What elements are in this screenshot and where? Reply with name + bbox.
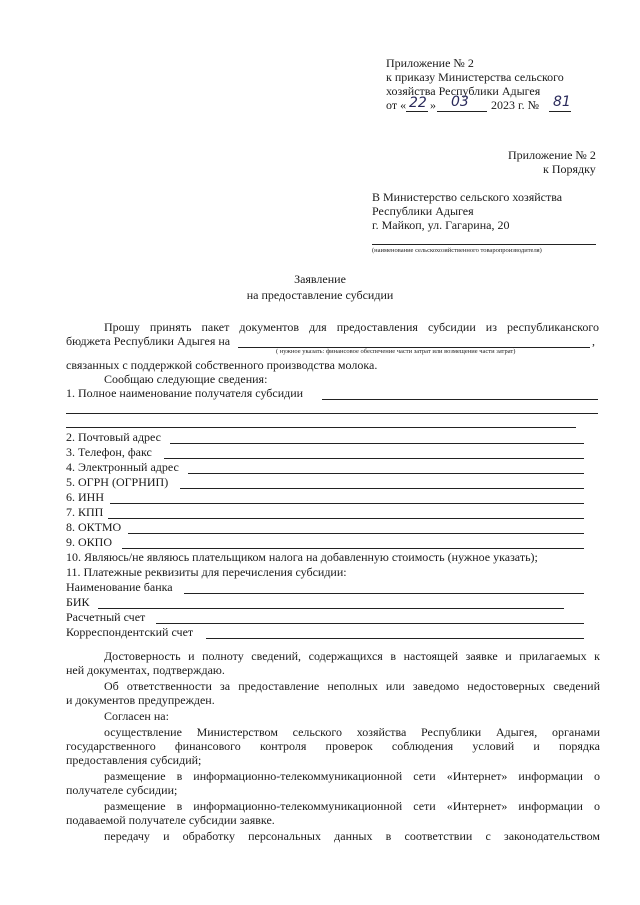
- field-oktmo-label: 8. ОКТМО: [66, 520, 122, 534]
- field-phone-fax-label: 3. Телефон, факс: [66, 445, 152, 459]
- field-full-name-line[interactable]: [322, 399, 598, 400]
- subsidy-purpose-hint: ( нужное указать: финансовое обеспечение части затрат или возмещение части затрат): [276, 348, 516, 355]
- consent-1-line3: предоставления субсидий;: [66, 753, 202, 767]
- order-attachment-line3: хозяйства Республики Адыгея: [386, 84, 541, 98]
- addressee-line2: Республики Адыгея: [372, 204, 474, 218]
- consent-3-line2: подаваемой получателе субсидии заявке.: [66, 813, 275, 827]
- liability-line1: Об ответственности за предоставление неполных или заведомо недостоверных сведений: [104, 679, 600, 693]
- order-year-number-label: 2023 г. №: [491, 98, 540, 112]
- field-okpo-label: 9. ОКПО: [66, 535, 113, 549]
- procedure-attachment-line2: к Порядку: [543, 162, 596, 176]
- field-payment-details-heading: 11. Платежные реквизиты для перечисления субсидии:: [66, 565, 347, 579]
- bik-line[interactable]: [98, 608, 564, 609]
- settlement-account-label: Расчетный счет: [66, 610, 146, 624]
- correspondent-account-label: Корреспондентский счет: [66, 625, 194, 639]
- consent-heading: Согласен на:: [104, 709, 169, 723]
- field-inn-line[interactable]: [110, 503, 584, 504]
- field-ogrn-label: 5. ОГРН (ОГРНИП): [66, 475, 169, 489]
- addressee-line1: В Министерство сельского хозяйства: [372, 190, 563, 204]
- consent-1-line2: государственного финансового контроля проверок соблюдения условий и порядка: [66, 739, 600, 753]
- consent-2-line1: размещение в информационно-телекоммуникационной сети «Интернет» информации о: [104, 769, 600, 783]
- producer-name-caption: (наименование сельскохозяйственного товаропроизводителя): [372, 247, 542, 254]
- bank-name-label: Наименование банка: [66, 580, 173, 594]
- field-full-name-line2[interactable]: [66, 413, 598, 414]
- field-oktmo-line[interactable]: [128, 533, 584, 534]
- document-subtitle: на предоставление субсидии: [246, 288, 394, 302]
- field-ogrn-line[interactable]: [180, 488, 584, 489]
- intro-line2-comma: ,: [592, 334, 595, 348]
- order-date-prefix: от «: [386, 98, 407, 112]
- order-attachment-title: Приложение № 2: [386, 56, 474, 70]
- order-attachment-line2: к приказу Министерства сельского: [386, 70, 564, 84]
- intro-line3: связанных с поддержкой собственного производства молока.: [66, 358, 378, 372]
- consent-3-line1: размещение в информационно-телекоммуникационной сети «Интернет» информации о: [104, 799, 600, 813]
- addressee-line3: г. Майкоп, ул. Гагарина, 20: [372, 218, 510, 232]
- field-full-name-line3[interactable]: [66, 427, 576, 428]
- consent-1-line1: осуществление Министерством сельского хозяйства Республики Адыгея, органами: [104, 725, 600, 739]
- producer-name-line[interactable]: [372, 244, 596, 245]
- field-email-label: 4. Электронный адрес: [66, 460, 179, 474]
- bik-label: БИК: [66, 595, 90, 609]
- order-month-handwritten: 03: [451, 94, 469, 110]
- field-vat-status: 10. Являюсь/не являюсь плательщиком налога на добавленную стоимость (нужное указать);: [66, 550, 538, 564]
- intro-line4: Сообщаю следующие сведения:: [104, 372, 268, 386]
- accuracy-line1: Достоверность и полноту сведений, содержащихся в настоящей заявке и прилагаемых к: [104, 649, 600, 663]
- field-kpp-label: 7. КПП: [66, 505, 104, 519]
- order-number-handwritten: 81: [553, 94, 571, 110]
- procedure-attachment-title: Приложение № 2: [508, 148, 596, 162]
- correspondent-account-line[interactable]: [206, 638, 584, 639]
- field-full-name-label: 1. Полное наименование получателя субсидии: [66, 386, 304, 400]
- intro-line2-start: бюджета Республики Адыгея на: [66, 334, 231, 348]
- field-postal-address-line[interactable]: [170, 443, 584, 444]
- liability-line2: и документов предупрежден.: [66, 693, 215, 707]
- order-day-underline: [406, 111, 428, 112]
- document-title: Заявление: [294, 272, 346, 286]
- intro-line1: Прошу принять пакет документов для предоставления субсидии из республиканского: [104, 320, 599, 334]
- consent-4-line1: передачу и обработку персональных данных в соответствии с законодательством: [104, 829, 600, 843]
- field-phone-fax-line[interactable]: [164, 458, 584, 459]
- order-number-underline: [549, 111, 571, 112]
- field-email-line[interactable]: [188, 473, 584, 474]
- accuracy-line2: ней документах, подтверждаю.: [66, 663, 225, 677]
- consent-2-line2: получателе субсидии;: [66, 783, 178, 797]
- field-okpo-line[interactable]: [122, 548, 584, 549]
- order-month-underline: [437, 111, 487, 112]
- field-postal-address-label: 2. Почтовый адрес: [66, 430, 162, 444]
- order-date-mid: »: [430, 98, 436, 112]
- settlement-account-line[interactable]: [156, 623, 584, 624]
- field-kpp-line[interactable]: [108, 518, 584, 519]
- bank-name-line[interactable]: [184, 593, 584, 594]
- field-inn-label: 6. ИНН: [66, 490, 104, 504]
- order-day-handwritten: 22: [409, 95, 427, 111]
